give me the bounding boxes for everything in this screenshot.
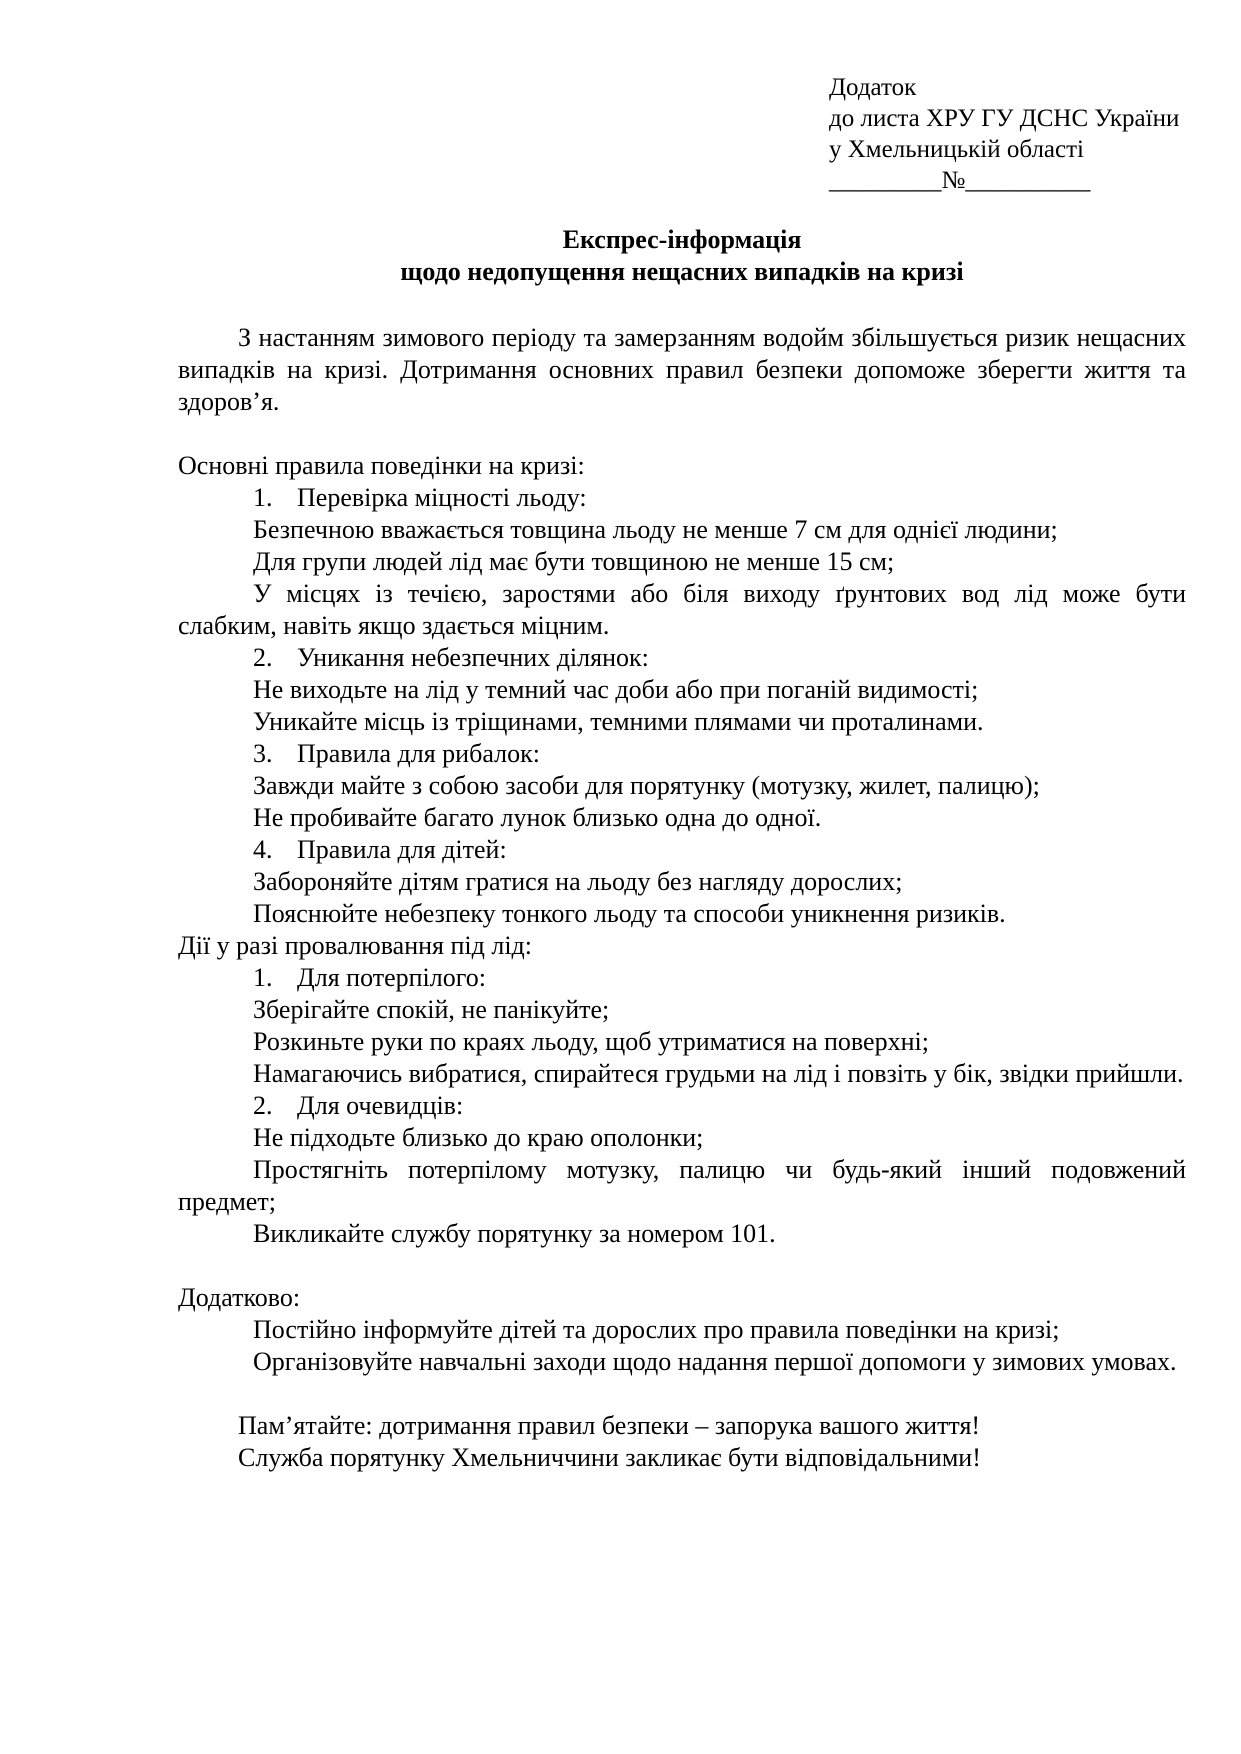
list-item: Не виходьте на лід у темний час доби або при поганій видимості; bbox=[253, 675, 979, 704]
rules-section-title bbox=[178, 834, 1186, 866]
list-item: Зберігайте спокій, не панікуйте; bbox=[253, 995, 610, 1024]
section-number: 3. bbox=[253, 739, 273, 768]
list-item: Для групи людей лід має бути товщиною не менше 15 см; bbox=[253, 547, 895, 576]
fall-section-title bbox=[178, 962, 1186, 994]
list-item: Організовуйте навчальні заходи щодо надання першої допомоги у зимових умовах. bbox=[253, 1347, 1177, 1376]
stamp-line: Додаток bbox=[829, 74, 917, 101]
list-item: У місцях із течією, заростями або біля виходу ґрунтових вод лід може бути слабким, навіть якщо здається міцним. bbox=[178, 579, 1186, 640]
section-number: 4. bbox=[253, 835, 273, 864]
closing-line: Пам’ятайте: дотримання правил безпеки – запорука вашого життя! bbox=[238, 1411, 981, 1440]
section-title: Правила для дітей: bbox=[297, 835, 507, 864]
fall-through-heading: Дії у разі провалювання під лід: bbox=[178, 931, 533, 960]
rules-section-title bbox=[178, 482, 1186, 514]
list-item: Не підходьте близько до краю ополонки; bbox=[253, 1123, 704, 1152]
section-number: 2. bbox=[253, 1091, 273, 1120]
header-stamp bbox=[829, 72, 1209, 196]
list-item: Завжди майте з собою засоби для порятунку (мотузку, жилет, палицю); bbox=[253, 771, 1040, 800]
stamp-line: до листа ХРУ ГУ ДСНС України bbox=[829, 105, 1180, 132]
document-body bbox=[178, 322, 1186, 1474]
title-line: Експрес-інформація bbox=[562, 225, 802, 254]
list-item: Розкиньте руки по краях льоду, щоб утриматися на поверхні; bbox=[253, 1027, 929, 1056]
stamp-line: у Хмельницькій області bbox=[829, 136, 1084, 163]
rules-section-title bbox=[178, 642, 1186, 674]
rules-section-title bbox=[178, 738, 1186, 770]
fall-section-title bbox=[178, 1090, 1186, 1122]
list-item: Намагаючись вибратися, спирайтеся грудьми на лід і повзіть у бік, звідки прийшли. bbox=[253, 1059, 1184, 1088]
section-title: Для потерпілого: bbox=[297, 963, 486, 992]
section-title: Правила для рибалок: bbox=[297, 739, 540, 768]
document-title bbox=[178, 224, 1186, 288]
rules-heading: Основні правила поведінки на кризі: bbox=[178, 451, 585, 480]
list-item: Уникайте місць із тріщинами, темними плямами чи проталинами. bbox=[253, 707, 984, 736]
section-number: 1. bbox=[253, 483, 273, 512]
subtitle-line: щодо недопущення нещасних випадків на кризі bbox=[400, 257, 964, 286]
list-item: Викликайте службу порятунку за номером 101. bbox=[253, 1219, 776, 1248]
list-item: Забороняйте дітям гратися на льоду без нагляду дорослих; bbox=[253, 867, 903, 896]
section-title: Для очевидців: bbox=[297, 1091, 464, 1120]
list-item: Не пробивайте багато лунок близько одна до одної. bbox=[253, 803, 822, 832]
section-number: 2. bbox=[253, 643, 273, 672]
section-title: Перевірка міцності льоду: bbox=[297, 483, 587, 512]
list-item: Пояснюйте небезпеку тонкого льоду та способи уникнення ризиків. bbox=[253, 899, 1006, 928]
list-item: Постійно інформуйте дітей та дорослих про правила поведінки на кризі; bbox=[253, 1315, 1060, 1344]
stamp-number-line: _________№__________ bbox=[829, 167, 1091, 194]
list-item: Безпечною вважається товщина льоду не менше 7 см для однієї людини; bbox=[253, 515, 1058, 544]
intro-paragraph: З настанням зимового періоду та замерзанням водойм збільшується ризик нещасних випадків на кризі. Дотримання основних правил безпеки допоможе зберегти життя та здоров’я. bbox=[178, 323, 1186, 416]
section-title: Уникання небезпечних ділянок: bbox=[297, 643, 649, 672]
closing-line: Служба порятунку Хмельниччини закликає бути відповідальними! bbox=[238, 1443, 981, 1472]
section-number: 1. bbox=[253, 963, 273, 992]
additional-heading: Додатково: bbox=[178, 1283, 301, 1312]
list-item: Простягніть потерпілому мотузку, палицю чи будь-який інший подовжений предмет; bbox=[178, 1155, 1186, 1216]
